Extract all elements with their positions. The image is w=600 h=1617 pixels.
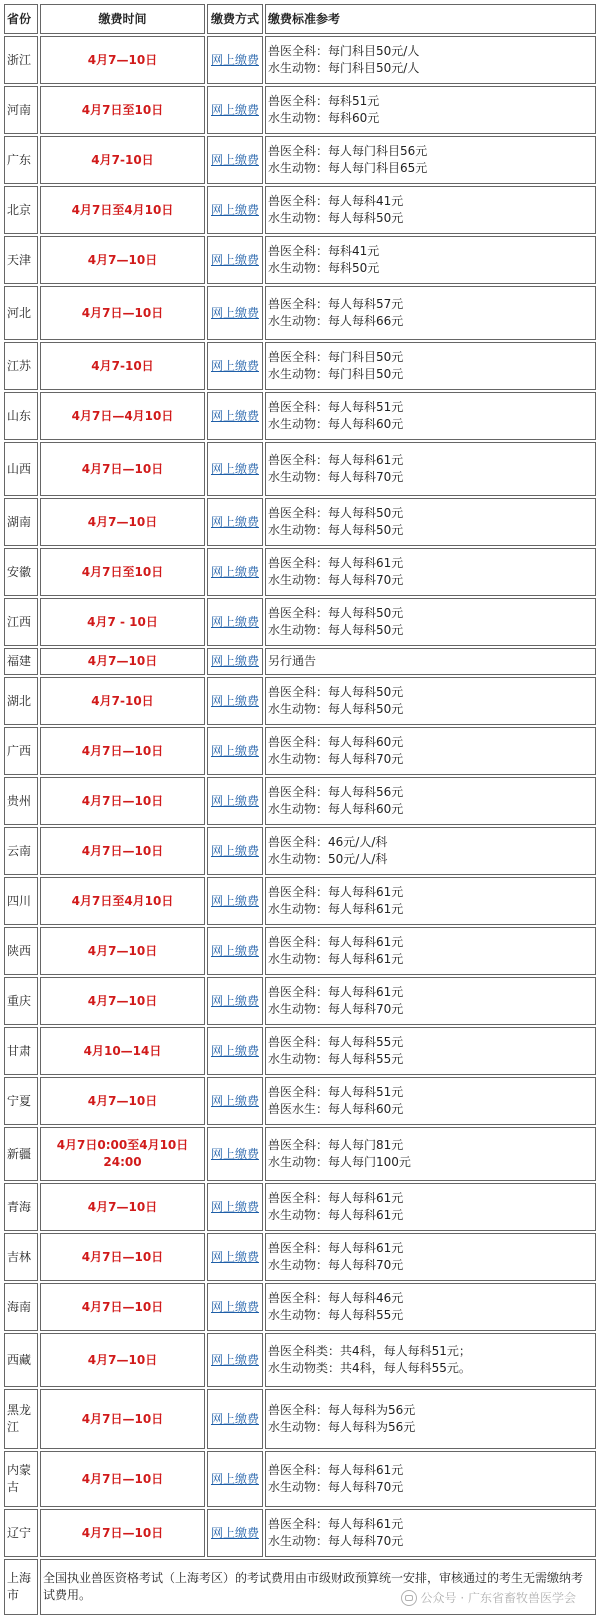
online-payment-link[interactable]: 网上缴费 (210, 564, 259, 579)
table-row (4, 1077, 596, 1125)
payment-method-cell (207, 442, 263, 496)
payment-method-cell (207, 777, 263, 825)
table-row (4, 86, 596, 134)
fee-standard-line: 兽医全科：每人每科60元 (268, 735, 404, 749)
fee-standard-line: 兽医全科：每人每科61元 (268, 1191, 404, 1205)
payment-time-cell: 4月7—10日 (40, 1077, 205, 1125)
payment-method-cell (207, 186, 263, 234)
fee-standard-cell (265, 186, 596, 234)
province-cell: 陕西 (4, 927, 38, 975)
fee-standard-cell (265, 1389, 596, 1449)
province-cell: 江西 (4, 598, 38, 646)
fee-standard-line: 兽医全科：每人每科50元 (268, 685, 404, 699)
fee-standard-cell (265, 1451, 596, 1507)
table-row (4, 727, 596, 775)
payment-time-cell: 4月7-10日 (40, 677, 205, 725)
province-cell: 湖北 (4, 677, 38, 725)
online-payment-link[interactable]: 网上缴费 (210, 993, 259, 1008)
payment-method-cell (207, 36, 263, 84)
table-row (4, 927, 596, 975)
online-payment-link[interactable]: 网上缴费 (210, 52, 259, 67)
payment-time-cell: 4月7日—10日 (40, 442, 205, 496)
fee-standard-cell (265, 677, 596, 725)
payment-method-cell (207, 827, 263, 875)
payment-time-cell: 4月10—14日 (40, 1027, 205, 1075)
payment-method-cell (207, 598, 263, 646)
watermark (401, 1589, 576, 1606)
fee-standard-cell (265, 777, 596, 825)
table-row (4, 1027, 596, 1075)
payment-time-cell: 4月7日—4月10日 (40, 392, 205, 440)
fee-standard-line: 兽医全科：每人每科55元 (268, 1035, 404, 1049)
fee-standard-cell (265, 342, 596, 390)
table-row (4, 1333, 596, 1387)
online-payment-link[interactable]: 网上缴费 (210, 252, 259, 267)
payment-method-cell (207, 677, 263, 725)
fee-standard-line: 兽医全科：每人每科61元 (268, 985, 404, 999)
online-payment-link[interactable]: 网上缴费 (210, 152, 259, 167)
table-row (4, 877, 596, 925)
online-payment-link[interactable]: 网上缴费 (210, 461, 259, 476)
province-cell: 海南 (4, 1283, 38, 1331)
fee-standard-cell (265, 442, 596, 496)
fee-standard-line: 水生动物：每人每科50元 (268, 623, 404, 637)
online-payment-link[interactable]: 网上缴费 (210, 1043, 259, 1058)
payment-method-cell (207, 1283, 263, 1331)
header-method: 缴费方式 (207, 4, 263, 34)
fee-standard-cell (265, 648, 596, 675)
fee-standard-line: 水生动物：每人每科70元 (268, 1002, 404, 1016)
fee-standard-cell (265, 927, 596, 975)
payment-method-cell (207, 727, 263, 775)
payment-time-cell: 4月7日至10日 (40, 548, 205, 596)
online-payment-link[interactable]: 网上缴费 (210, 1299, 259, 1314)
payment-time-cell: 4月7-10日 (40, 342, 205, 390)
fee-standard-line: 水生动物：每人每科50元 (268, 211, 404, 225)
province-cell: 西藏 (4, 1333, 38, 1387)
online-payment-link[interactable]: 网上缴费 (210, 1471, 259, 1486)
table-row (4, 1183, 596, 1231)
table-row (4, 598, 596, 646)
province-cell: 黑龙江 (4, 1389, 38, 1449)
fee-standard-line: 兽医全科：每人每科61元 (268, 885, 404, 899)
online-payment-link[interactable]: 网上缴费 (210, 514, 259, 529)
payment-time-cell: 4月7日至4月10日 (40, 877, 205, 925)
fee-standard-cell (265, 1027, 596, 1075)
header-time: 缴费时间 (40, 4, 205, 34)
province-cell: 河南 (4, 86, 38, 134)
fee-standard-line: 兽医全科：每人每科41元 (268, 194, 404, 208)
fee-standard-line: 水生动物：每人每科50元 (268, 702, 404, 716)
online-payment-link[interactable]: 网上缴费 (210, 743, 259, 758)
province-cell: 贵州 (4, 777, 38, 825)
table-row (4, 1389, 596, 1449)
fee-standard-line: 水生动物：每人每科70元 (268, 1534, 404, 1548)
fee-standard-cell (265, 1283, 596, 1331)
fee-standard-cell (265, 977, 596, 1025)
fee-standard-line: 水生动物：每人每门100元 (268, 1155, 411, 1169)
fee-standard-line: 水生动物：每人每科70元 (268, 1258, 404, 1272)
payment-method-cell (207, 1389, 263, 1449)
fee-standard-line: 兽医全科：每人每科61元 (268, 556, 404, 570)
fee-standard-cell (265, 877, 596, 925)
online-payment-link[interactable]: 网上缴费 (210, 1352, 259, 1367)
online-payment-link[interactable]: 网上缴费 (210, 843, 259, 858)
fee-standard-line: 水生动物：每人每门科目65元 (268, 161, 428, 175)
payment-method-cell (207, 1451, 263, 1507)
online-payment-link[interactable]: 网上缴费 (210, 654, 259, 668)
online-payment-link[interactable]: 网上缴费 (210, 102, 259, 117)
fee-standard-line: 水生动物：每人每科60元 (268, 802, 404, 816)
fee-standard-line: 水生动物：每人每科70元 (268, 470, 404, 484)
payment-method-cell (207, 392, 263, 440)
fee-standard-line: 水生动物：每科50元 (268, 261, 380, 275)
fee-standard-line: 兽医全科：每人每门科目56元 (268, 144, 428, 158)
payment-method-cell (207, 1509, 263, 1557)
payment-method-cell (207, 1027, 263, 1075)
fee-standard-line: 水生动物：每人每科55元 (268, 1052, 404, 1066)
payment-method-cell (207, 498, 263, 546)
payment-method-cell (207, 977, 263, 1025)
fee-standard-cell (265, 1127, 596, 1181)
payment-time-cell: 4月7日至10日 (40, 86, 205, 134)
online-payment-link[interactable]: 网上缴费 (210, 1199, 259, 1214)
fee-standard-cell (265, 392, 596, 440)
fee-standard-line: 水生动物：50元/人/科 (268, 852, 388, 866)
fee-standard-cell (265, 727, 596, 775)
province-cell: 云南 (4, 827, 38, 875)
payment-method-cell (207, 286, 263, 340)
fee-standard-line: 兽医全科：每人每科46元 (268, 1291, 404, 1305)
payment-time-cell: 4月7日—10日 (40, 1389, 205, 1449)
online-payment-link[interactable]: 网上缴费 (210, 943, 259, 958)
fee-standard-line: 兽医全科：每人每科50元 (268, 506, 404, 520)
fee-standard-line: 兽医全科：每门科目50元/人 (268, 44, 420, 58)
fee-standard-cell (265, 548, 596, 596)
province-cell: 安徽 (4, 548, 38, 596)
payment-method-cell (207, 1183, 263, 1231)
fee-table (2, 2, 598, 1617)
fee-standard-line: 水生动物：每人每科70元 (268, 1480, 404, 1494)
payment-method-cell (207, 877, 263, 925)
table-row (4, 677, 596, 725)
fee-standard-cell (265, 1077, 596, 1125)
table-row (4, 1509, 596, 1557)
province-cell: 重庆 (4, 977, 38, 1025)
fee-standard-line: 兽医全科：每人每科56元 (268, 785, 404, 799)
payment-time-cell: 4月7日—10日 (40, 1283, 205, 1331)
fee-standard-cell (265, 36, 596, 84)
payment-method-cell (207, 136, 263, 184)
payment-time-cell: 4月7—10日 (40, 236, 205, 284)
payment-time-cell: 4月7-10日 (40, 136, 205, 184)
table-row (4, 36, 596, 84)
fee-standard-cell (265, 286, 596, 340)
fee-standard-cell (265, 1333, 596, 1387)
fee-standard-line: 兽医全科：每科41元 (268, 244, 380, 258)
province-cell: 福建 (4, 648, 38, 675)
payment-method-cell (207, 927, 263, 975)
province-cell: 辽宁 (4, 1509, 38, 1557)
province-cell: 上海市 (4, 1559, 38, 1615)
table-row (4, 442, 596, 496)
header-standard: 缴费标准参考 (265, 4, 596, 34)
payment-method-cell (207, 648, 263, 675)
province-cell: 新疆 (4, 1127, 38, 1181)
payment-time-cell: 4月7日—10日 (40, 1233, 205, 1281)
table-row (4, 1451, 596, 1507)
fee-standard-line: 水生动物：每人每科70元 (268, 573, 404, 587)
fee-standard-line: 水生动物：每人每科61元 (268, 902, 404, 916)
payment-time-cell: 4月7日—10日 (40, 827, 205, 875)
province-cell: 广东 (4, 136, 38, 184)
fee-standard-line: 水生动物：每人每科60元 (268, 417, 404, 431)
province-cell: 浙江 (4, 36, 38, 84)
payment-method-cell (207, 86, 263, 134)
fee-standard-line: 水生动物：每人每科66元 (268, 314, 404, 328)
fee-standard-line: 兽医全科类：共4科，每人每科51元； (268, 1344, 471, 1358)
table-row (4, 498, 596, 546)
province-cell: 湖南 (4, 498, 38, 546)
table-row (4, 392, 596, 440)
fee-standard-cell (265, 598, 596, 646)
table-row (4, 1233, 596, 1281)
fee-standard-cell (265, 1233, 596, 1281)
payment-time-cell: 4月7—10日 (40, 927, 205, 975)
province-cell: 广西 (4, 727, 38, 775)
online-payment-link[interactable]: 网上缴费 (210, 893, 259, 908)
online-payment-link[interactable]: 网上缴费 (210, 1525, 259, 1540)
payment-method-cell (207, 1233, 263, 1281)
fee-standard-line: 水生动物类：共4科，每人每科55元。 (268, 1361, 471, 1375)
online-payment-link[interactable]: 网上缴费 (210, 693, 259, 708)
payment-method-cell (207, 1333, 263, 1387)
fee-standard-line: 兽医全科：每人每科为56元 (268, 1403, 416, 1417)
fee-standard-line: 兽医全科：46元/人/科 (268, 835, 388, 849)
payment-time-cell: 4月7—10日 (40, 498, 205, 546)
province-cell: 内蒙古 (4, 1451, 38, 1507)
fee-standard-cell (265, 498, 596, 546)
fee-standard-cell (265, 1509, 596, 1557)
fee-standard-line: 兽医全科：每人每门81元 (268, 1138, 404, 1152)
online-payment-link[interactable]: 网上缴费 (210, 202, 259, 217)
table-row (4, 236, 596, 284)
table-row (4, 1127, 596, 1181)
table-row (4, 1283, 596, 1331)
fee-standard-line: 兽医全科：每人每科51元 (268, 1085, 404, 1099)
province-cell: 河北 (4, 286, 38, 340)
payment-time-cell: 4月7—10日 (40, 36, 205, 84)
fee-standard-line: 兽医全科：每人每科61元 (268, 1517, 404, 1531)
fee-standard-line: 兽医水生：每人每科60元 (268, 1102, 404, 1116)
table-row (4, 342, 596, 390)
fee-standard-line: 兽医全科：每门科目50元 (268, 350, 404, 364)
fee-table-body (4, 36, 596, 1557)
payment-method-cell (207, 548, 263, 596)
fee-standard-line: 水生动物：每人每科为56元 (268, 1420, 416, 1434)
fee-standard-line: 另行通告 (268, 654, 317, 668)
table-row (4, 136, 596, 184)
payment-time-cell: 4月7日—10日 (40, 1451, 205, 1507)
province-cell: 甘肃 (4, 1027, 38, 1075)
header-row (4, 4, 596, 34)
payment-time-cell: 4月7日—10日 (40, 777, 205, 825)
province-cell: 青海 (4, 1183, 38, 1231)
province-cell: 天津 (4, 236, 38, 284)
fee-standard-line: 水生动物：每人每科55元 (268, 1308, 404, 1322)
online-payment-link[interactable]: 网上缴费 (210, 1146, 259, 1161)
fee-standard-line: 水生动物：每门科目50元 (268, 367, 404, 381)
fee-standard-line: 兽医全科：每人每科51元 (268, 400, 404, 414)
fee-standard-line: 兽医全科：每科51元 (268, 94, 380, 108)
fee-standard-cell (265, 827, 596, 875)
payment-time-cell: 4月7日0:00至4月10日24:00 (40, 1127, 205, 1181)
payment-method-cell (207, 342, 263, 390)
table-row (4, 977, 596, 1025)
fee-standard-line: 兽医全科：每人每科50元 (268, 606, 404, 620)
watermark-text: 公众号 · 广东省畜牧兽医学会 (420, 1591, 576, 1605)
payment-time-cell: 4月7—10日 (40, 977, 205, 1025)
fee-standard-cell (265, 1183, 596, 1231)
fee-standard-line: 水生动物：每科60元 (268, 111, 380, 125)
wechat-icon (401, 1590, 417, 1606)
table-row (4, 777, 596, 825)
province-cell: 宁夏 (4, 1077, 38, 1125)
online-payment-link[interactable]: 网上缴费 (210, 614, 259, 629)
fee-standard-line: 水生动物：每人每科50元 (268, 523, 404, 537)
fee-standard-line: 兽医全科：每人每科61元 (268, 1241, 404, 1255)
online-payment-link[interactable]: 网上缴费 (210, 1249, 259, 1264)
fee-standard-cell (265, 86, 596, 134)
fee-standard-line: 兽医全科：每人每科61元 (268, 935, 404, 949)
table-row (4, 827, 596, 875)
province-cell: 山西 (4, 442, 38, 496)
fee-standard-line: 水生动物：每门科目50元/人 (268, 61, 420, 75)
province-cell: 四川 (4, 877, 38, 925)
shanghai-row (4, 1559, 596, 1615)
province-cell: 北京 (4, 186, 38, 234)
header-province: 省份 (4, 4, 38, 34)
fee-standard-line: 水生动物：每人每科61元 (268, 1208, 404, 1222)
fee-standard-line: 兽医全科：每人每科61元 (268, 453, 404, 467)
payment-time-cell: 4月7—10日 (40, 1333, 205, 1387)
online-payment-link[interactable]: 网上缴费 (210, 305, 259, 320)
province-cell: 吉林 (4, 1233, 38, 1281)
payment-method-cell (207, 1127, 263, 1181)
fee-standard-cell (265, 236, 596, 284)
payment-time-cell: 4月7日—10日 (40, 286, 205, 340)
fee-standard-cell (265, 136, 596, 184)
payment-time-cell: 4月7日—10日 (40, 727, 205, 775)
fee-standard-line: 兽医全科：每人每科57元 (268, 297, 404, 311)
table-row (4, 186, 596, 234)
online-payment-link[interactable]: 网上缴费 (210, 1093, 259, 1108)
payment-method-cell (207, 236, 263, 284)
online-payment-link[interactable]: 网上缴费 (210, 358, 259, 373)
payment-time-cell: 4月7日—10日 (40, 1509, 205, 1557)
online-payment-link[interactable]: 网上缴费 (210, 1411, 259, 1426)
table-row (4, 286, 596, 340)
province-cell: 山东 (4, 392, 38, 440)
table-row (4, 548, 596, 596)
payment-method-cell (207, 1077, 263, 1125)
shanghai-note: 全国执业兽医资格考试（上海考区）的考试费用由市级财政预算统一安排，审核通过的考生无需缴纳考试费用。 (40, 1559, 596, 1615)
fee-standard-line: 水生动物：每人每科70元 (268, 752, 404, 766)
fee-standard-line: 水生动物：每人每科61元 (268, 952, 404, 966)
payment-time-cell: 4月7日至4月10日 (40, 186, 205, 234)
fee-standard-line: 兽医全科：每人每科61元 (268, 1463, 404, 1477)
payment-time-cell: 4月7—10日 (40, 1183, 205, 1231)
payment-time-cell: 4月7 - 10日 (40, 598, 205, 646)
province-cell: 江苏 (4, 342, 38, 390)
table-row (4, 648, 596, 675)
online-payment-link[interactable]: 网上缴费 (210, 793, 259, 808)
online-payment-link[interactable]: 网上缴费 (210, 408, 259, 423)
payment-time-cell: 4月7—10日 (40, 648, 205, 675)
